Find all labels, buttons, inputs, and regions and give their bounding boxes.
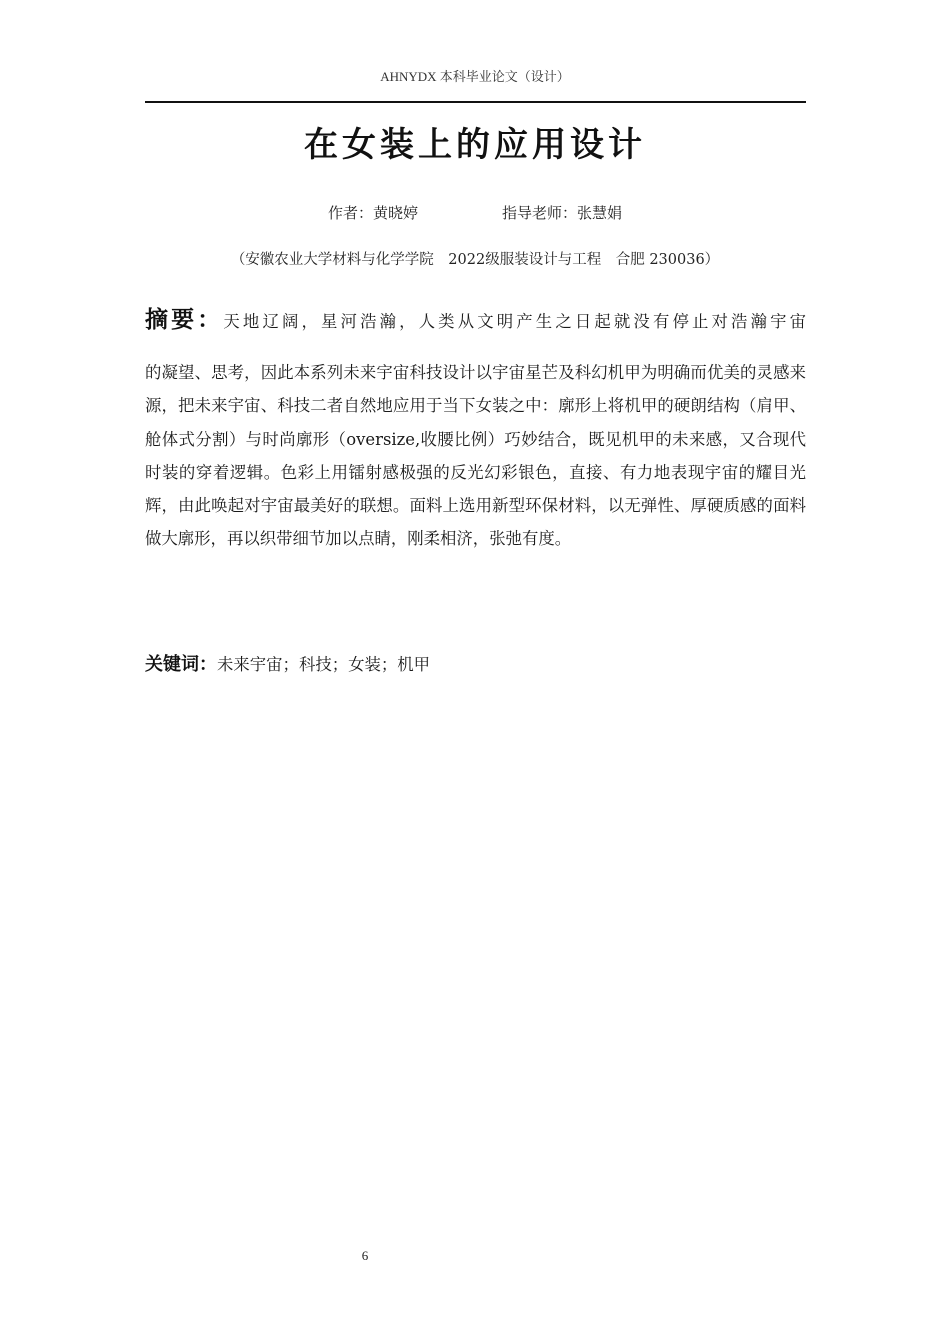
abstract-label: 摘要： <box>145 307 224 333</box>
abstract <box>145 300 806 556</box>
running-header: AHNYDX 本科毕业论文（设计） <box>380 69 570 84</box>
author-name: 黄晓婷 <box>372 204 418 222</box>
paper-title: 在女装上的应用设计 <box>304 125 646 165</box>
author-label: 作者： <box>327 204 373 222</box>
byline <box>0 202 950 223</box>
advisor-name: 张慧娟 <box>577 204 623 222</box>
abstract-first-text: 天地辽阔，星河浩瀚，人类从文明产生之日起就没有停止对浩瀚宇宙 <box>223 312 807 331</box>
affiliation: （安徽农业大学材料与化学学院 2022级服装设计与工程 合肥 230036） <box>230 252 720 268</box>
keywords <box>145 650 806 676</box>
keywords-label: 关键词： <box>145 654 217 675</box>
abstract-body: 的凝望、思考，因此本系列未来宇宙科技设计以宇宙星芒及科幻机甲为明确而优美的灵感来源，把未来宇宙、科技二者自然地应用于当下女装之中：廓形上将机甲的硬朗结构（肩甲、舱体式分割）与时尚廓形（oversize,收腰比例）巧妙结合，既见机甲的未来感，又合现代时装的穿着逻辑。色彩上用镭射感极强的反光幻彩银色，直接、有力地表现宇宙的耀目光辉，由此唤起对宇宙最美好的联想。面料上选用新型环保材料，以无弹性、厚硬质感的面料做大廓形，再以织带细节加以点睛，刚柔相济，张弛有度。 <box>145 363 806 549</box>
abstract-first-line <box>145 300 806 342</box>
advisor-label: 指导老师： <box>502 204 578 222</box>
keywords-value: 未来宇宙；科技；女装；机甲 <box>217 655 431 674</box>
header-rule <box>145 101 806 103</box>
page-number: 6 <box>361 1248 369 1263</box>
